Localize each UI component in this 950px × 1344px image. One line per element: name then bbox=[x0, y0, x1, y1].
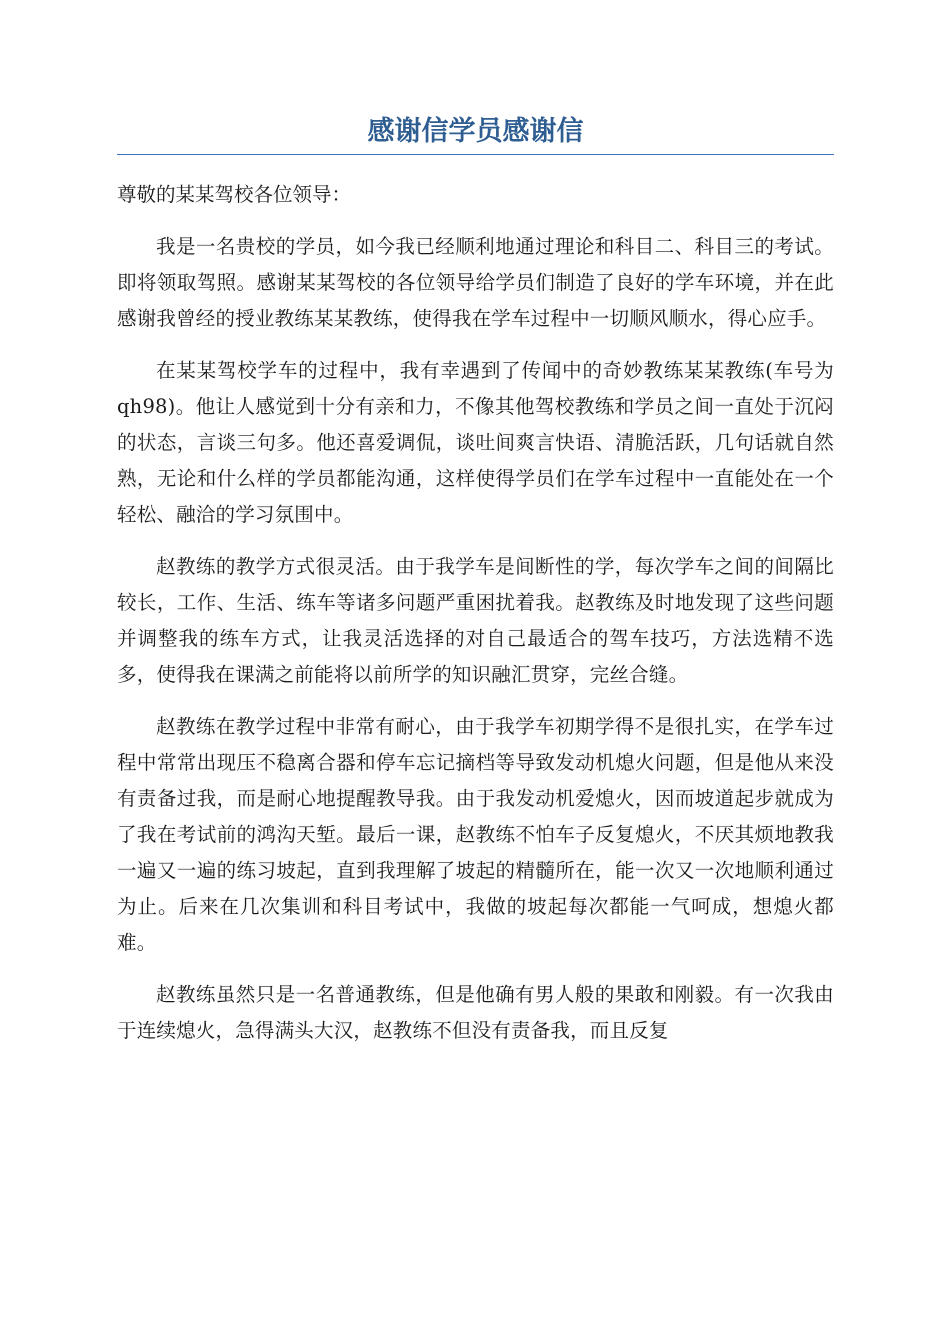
paragraph-3: 赵教练的教学方式很灵活。由于我学车是间断性的学，每次学车之间的间隔比较长，工作、生活、练车等诸多问题严重困扰着我。赵教练及时地发现了这些问题并调整我的练车方式，让我灵活选择的对自己最适合的驾车技巧，方法选精不选多，使得我在课满之前能将以前所学的知识融汇贯穿，完丝合缝。 bbox=[117, 555, 834, 686]
document-page bbox=[117, 112, 834, 1065]
paragraph-4: 赵教练在教学过程中非常有耐心，由于我学车初期学得不是很扎实，在学车过程中常常出现压不稳离合器和停车忘记摘档等导致发动机熄火问题，但是他从来没有责备过我，而是耐心地提醒教导我。由于我发动机爱熄火，因而坡道起步就成为了我在考试前的鸿沟天堑。最后一课，赵教练不怕车子反复熄火，不厌其烦地教我一遍又一遍的练习坡起，直到我理解了坡起的精髓所在，能一次又一次地顺利通过为止。后来在几次集训和科目考试中，我做的坡起每次都能一气呵成，想熄火都难。 bbox=[117, 715, 834, 954]
paragraph-2: 在某某驾校学车的过程中，我有幸遇到了传闻中的奇妙教练某某教练(车号为qh98)。他让人感觉到十分有亲和力，不像其他驾校教练和学员之间一直处于沉闷的状态，言谈三句多。他还喜爱调侃，谈吐间爽言快语、清脆活跃，几句话就自然熟，无论和什么样的学员都能沟通，这样使得学员们在学车过程中一直能处在一个轻松、融洽的学习氛围中。 bbox=[117, 359, 834, 526]
salutation: 尊敬的某某驾校各位领导： bbox=[117, 183, 352, 206]
paragraph-1: 我是一名贵校的学员，如今我已经顺利地通过理论和科目二、科目三的考试。即将领取驾照。感谢某某驾校的各位领导给学员们制造了良好的学车环境，并在此感谢我曾经的授业教练某某教练，使得我在学车过程中一切顺风顺水，得心应手。 bbox=[117, 235, 834, 330]
paragraph-5: 赵教练虽然只是一名普通教练，但是他确有男人般的果敢和刚毅。有一次我由于连续熄火，急得满头大汉，赵教练不但没有责备我，而且反复 bbox=[117, 983, 834, 1042]
title-underline bbox=[117, 154, 834, 155]
document-title: 感谢信学员感谢信 bbox=[367, 116, 584, 147]
